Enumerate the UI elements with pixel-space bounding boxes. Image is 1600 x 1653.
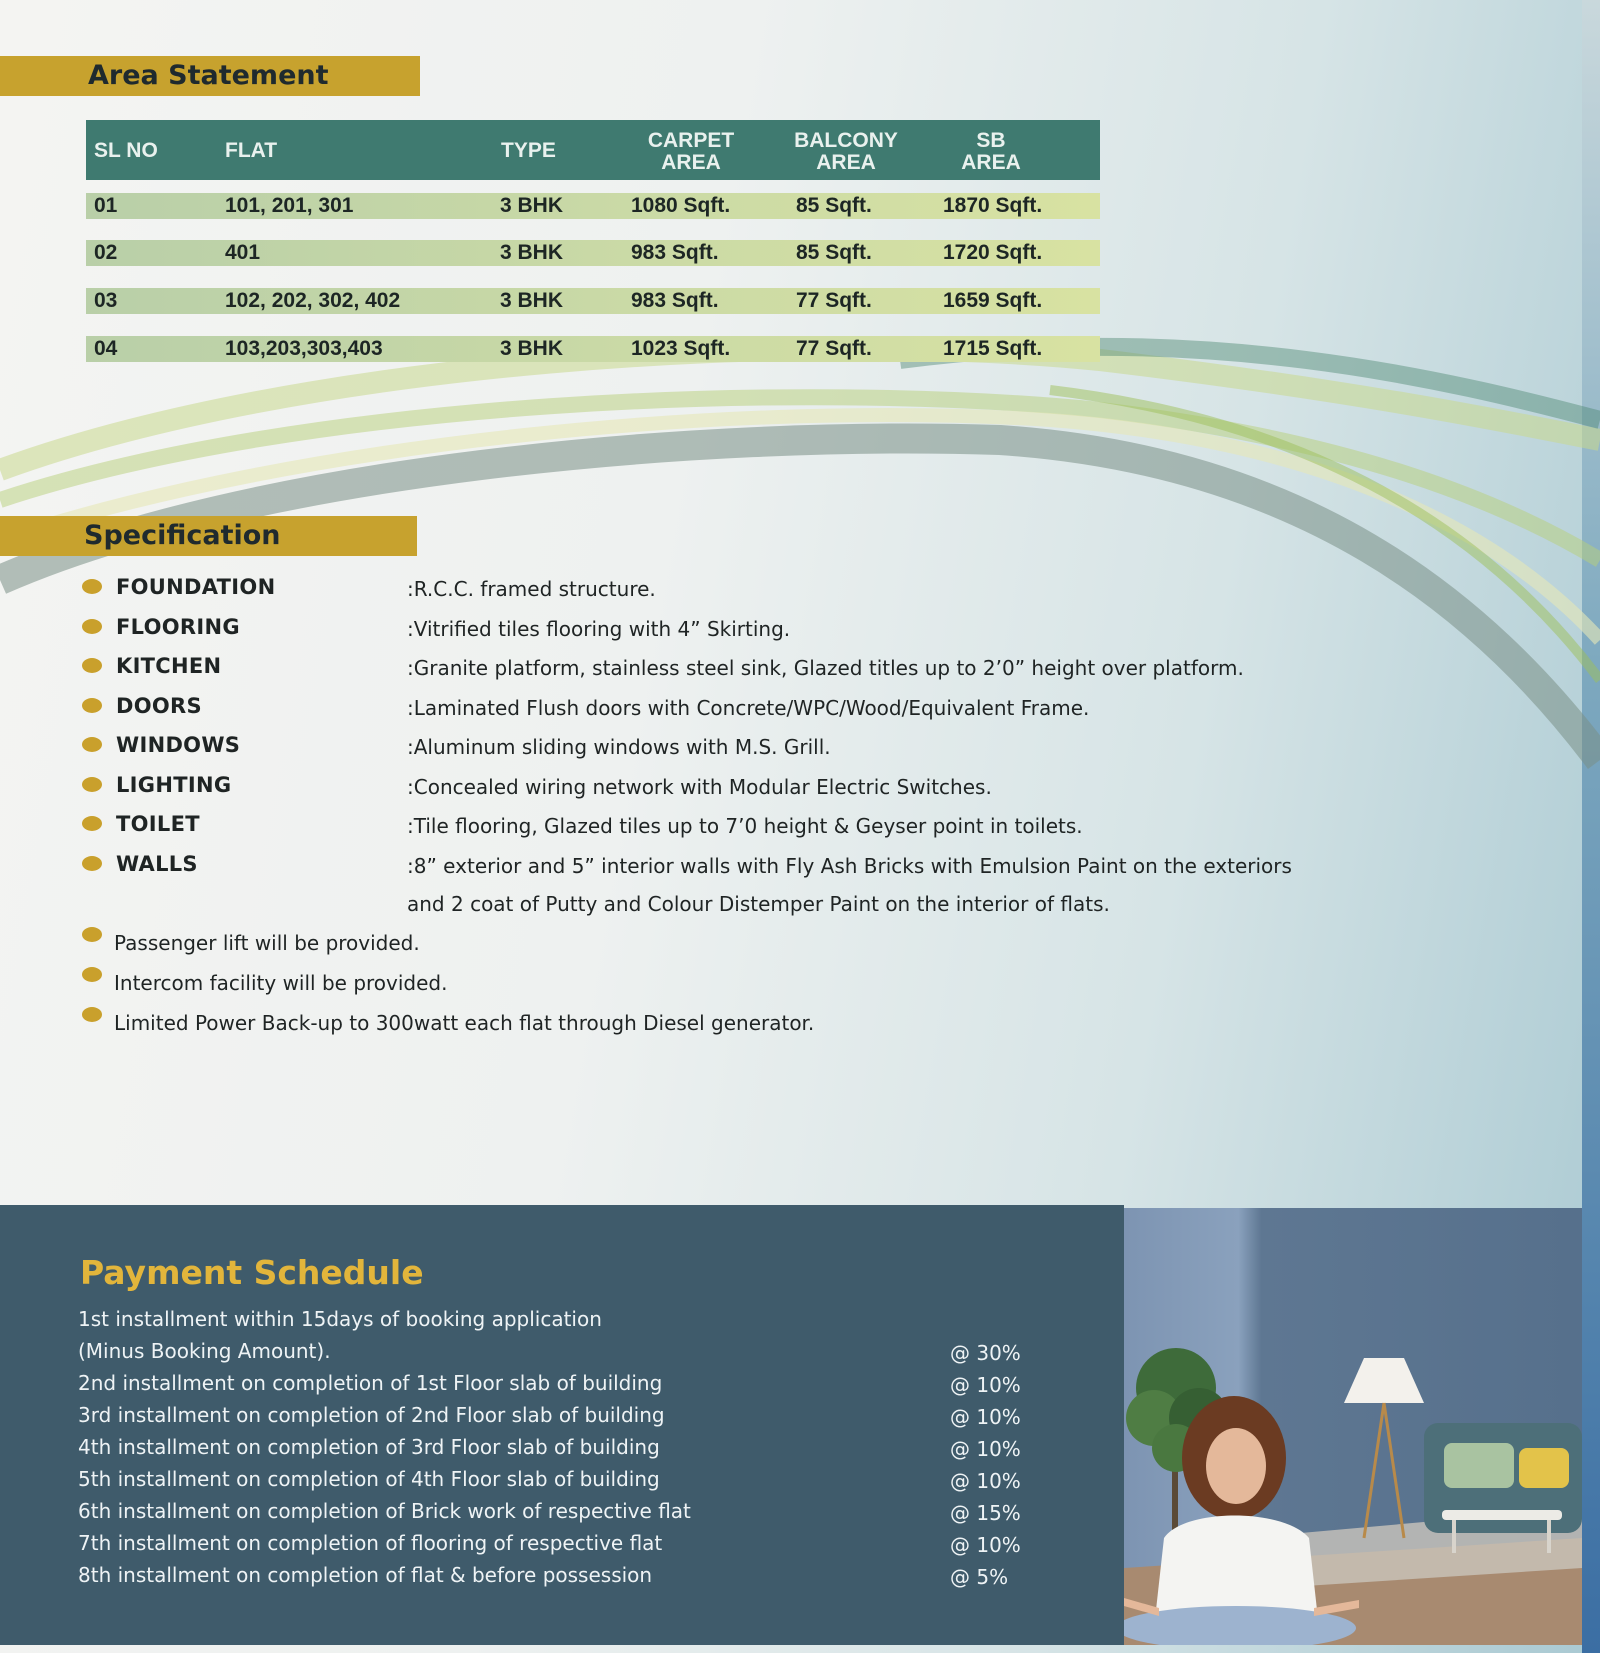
spec-value-continued: and 2 coat of Putty and Colour Distemper Paint on the interior of flats. (407, 892, 1110, 916)
cell-flat: 101, 201, 301 (225, 194, 354, 217)
spec-extra-item (82, 965, 1282, 1001)
cell-balcony-area: 77 Sqft. (796, 289, 872, 312)
payment-row (78, 1371, 1038, 1401)
header-carpet-1: CARPET (647, 129, 735, 152)
spec-item-kitchen (82, 649, 1502, 685)
area-table-header (86, 120, 1100, 180)
cell-balcony-area: 77 Sqft. (796, 337, 872, 360)
cell-sl-no: 04 (94, 337, 118, 360)
cell-sb-area: 1715 Sqft. (943, 337, 1043, 360)
spec-extra-item (82, 925, 1282, 961)
cell-balcony-area: 85 Sqft. (796, 194, 872, 217)
spec-label: FOUNDATION (116, 575, 276, 599)
cell-flat: 103,203,303,403 (225, 337, 383, 360)
payment-row (78, 1467, 1038, 1497)
table-row (86, 336, 1100, 362)
cell-carpet-area: 983 Sqft. (631, 289, 719, 312)
bullet-icon (82, 816, 102, 831)
bullet-icon (82, 777, 102, 792)
cell-type: 3 BHK (500, 241, 564, 264)
spec-value: :8” exterior and 5” interior walls with Fly Ash Bricks with Emulsion Paint on the exteriors (407, 854, 1292, 878)
cell-flat: 401 (225, 241, 261, 264)
spec-value: :Aluminum sliding windows with M.S. Grill. (407, 735, 831, 759)
payment-installment-text: 6th installment on completion of Brick work of respective flat (78, 1499, 691, 1523)
bullet-icon (82, 1007, 102, 1022)
spec-extra-item (82, 1005, 1282, 1041)
payment-installment-text: 5th installment on completion of 4th Floor slab of building (78, 1467, 660, 1491)
payment-row (78, 1531, 1038, 1561)
payment-installment-text: 2nd installment on completion of 1st Floor slab of building (78, 1371, 663, 1395)
interior-photo (1124, 1208, 1582, 1645)
cell-sl-no: 02 (94, 241, 118, 264)
table-row (86, 193, 1100, 219)
spec-label: WALLS (116, 852, 198, 876)
spec-value: :Tile flooring, Glazed tiles up to 7’0 height & Geyser point in toilets. (407, 814, 1083, 838)
cell-carpet-area: 1023 Sqft. (631, 337, 731, 360)
bullet-icon (82, 579, 102, 594)
spec-item-foundation (82, 570, 1502, 606)
payment-percentage: @ 10% (950, 1373, 1021, 1397)
bullet-icon (82, 856, 102, 871)
payment-row (78, 1499, 1038, 1529)
payment-percentage: @ 10% (950, 1469, 1021, 1493)
spec-value: :Granite platform, stainless steel sink, Glazed titles up to 2’0” height over platform. (407, 656, 1244, 680)
cell-sl-no: 03 (94, 289, 118, 312)
cell-carpet-area: 983 Sqft. (631, 241, 719, 264)
cell-type: 3 BHK (500, 289, 564, 312)
payment-row (78, 1403, 1038, 1433)
bullet-icon (82, 619, 102, 634)
payment-installment-text: (Minus Booking Amount). (78, 1339, 331, 1363)
cell-flat: 102, 202, 302, 402 (225, 289, 401, 312)
spec-value: :R.C.C. framed structure. (407, 577, 656, 601)
table-row (86, 240, 1100, 266)
payment-row (78, 1563, 1038, 1593)
cell-type: 3 BHK (500, 194, 564, 217)
bullet-icon (82, 737, 102, 752)
bullet-icon (82, 927, 102, 942)
payment-schedule-panel (0, 1205, 1124, 1645)
bullet-icon (82, 658, 102, 673)
spec-value: :Concealed wiring network with Modular Electric Switches. (407, 775, 992, 799)
payment-row (78, 1435, 1038, 1465)
cell-sb-area: 1870 Sqft. (943, 194, 1043, 217)
spec-label: LIGHTING (116, 773, 232, 797)
spec-item-walls (82, 847, 1502, 923)
header-flat: FLAT (225, 139, 278, 162)
area-table (86, 120, 1100, 360)
bullet-icon (82, 967, 102, 982)
spec-label: TOILET (116, 812, 200, 836)
header-balcony-2: AREA (816, 151, 876, 174)
payment-schedule-title: Payment Schedule (80, 1253, 424, 1292)
spec-label: KITCHEN (116, 654, 222, 678)
cell-sl-no: 01 (94, 194, 118, 217)
spec-value: :Laminated Flush doors with Concrete/WPC/Wood/Equivalent Frame. (407, 696, 1090, 720)
header-type: TYPE (501, 139, 556, 162)
header-sl-no: SL NO (94, 139, 158, 162)
area-statement-title: Area Statement (0, 56, 420, 96)
cell-sb-area: 1659 Sqft. (943, 289, 1043, 312)
spec-item-toilet (82, 807, 1502, 843)
spec-item-doors (82, 689, 1502, 725)
specification-title: Specification (0, 516, 417, 556)
cell-balcony-area: 85 Sqft. (796, 241, 872, 264)
spec-extra-text: Intercom facility will be provided. (114, 971, 448, 995)
spec-item-flooring (82, 610, 1502, 646)
cell-carpet-area: 1080 Sqft. (631, 194, 731, 217)
payment-installment-text: 7th installment on completion of flooring of respective flat (78, 1531, 663, 1555)
bullet-icon (82, 698, 102, 713)
header-carpet-2: AREA (661, 151, 721, 174)
header-balcony-1: BALCONY (794, 129, 898, 152)
spec-item-windows (82, 728, 1502, 764)
spec-label: DOORS (116, 694, 202, 718)
spec-extra-text: Limited Power Back-up to 300watt each flat through Diesel generator. (114, 1011, 815, 1035)
cell-type: 3 BHK (500, 337, 564, 360)
header-sb-2: AREA (961, 151, 1021, 174)
payment-installment-text: 3rd installment on completion of 2nd Floor slab of building (78, 1403, 665, 1427)
spec-value: :Vitrified tiles flooring with 4” Skirting. (407, 617, 791, 641)
table-row (86, 288, 1100, 314)
payment-percentage: @ 10% (950, 1437, 1021, 1461)
spec-label: FLOORING (116, 615, 240, 639)
header-sb-1: SB (976, 129, 1006, 152)
cell-sb-area: 1720 Sqft. (943, 241, 1043, 264)
spec-label: WINDOWS (116, 733, 241, 757)
payment-row (78, 1307, 1038, 1337)
payment-percentage: @ 30% (950, 1341, 1021, 1365)
payment-percentage: @ 5% (950, 1565, 1009, 1589)
payment-installment-text: 8th installment on completion of flat & before possession (78, 1563, 653, 1587)
payment-installment-text: 4th installment on completion of 3rd Floor slab of building (78, 1435, 660, 1459)
payment-percentage: @ 15% (950, 1501, 1021, 1525)
spec-item-lighting (82, 768, 1502, 804)
payment-percentage: @ 10% (950, 1405, 1021, 1429)
payment-percentage: @ 10% (950, 1533, 1021, 1557)
spec-extra-text: Passenger lift will be provided. (114, 931, 420, 955)
payment-installment-text: 1st installment within 15days of booking application (78, 1307, 602, 1331)
interior-illustration (1124, 1208, 1582, 1645)
payment-row (78, 1339, 1038, 1369)
